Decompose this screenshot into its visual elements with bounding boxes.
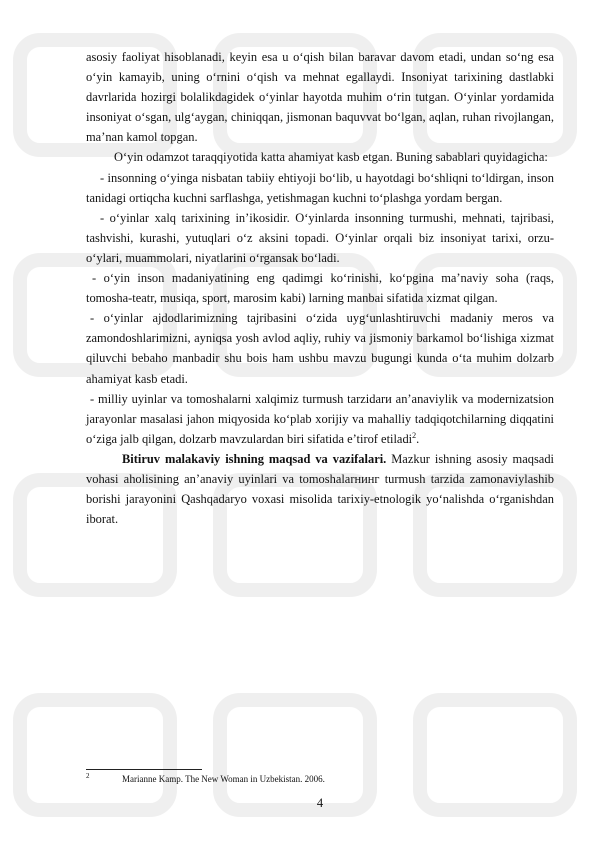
paragraph-8: [86, 449, 554, 529]
paragraph-7-end: .: [416, 431, 420, 446]
footnote-reference[interactable]: 2: [412, 430, 417, 440]
page-number: 4: [316, 796, 324, 810]
footnote-divider: [86, 769, 202, 770]
paragraph-7-text: - milliy uyinlar va tomoshalarni xalqimiz turmush tarzidarи an’anaviylik va modernizatsion jarayonlar masalasi jahon miqyosida ko‘plab xorijiy va mahalliy tadqiqotchilarning diqqatini o‘ziga jalb qilgan, dolzarb mavzulardan biri sifatida e’tirof etiladi: [86, 391, 554, 446]
paragraph-2: O‘yin odamzot taraqqiyotida katta ahamiyat kasb etgan. Buning sabablari quyidagicha:: [114, 150, 548, 165]
footnote-number: 2: [86, 772, 90, 780]
footnote-text: Marianne Kamp. The New Woman in Uzbekistan. 2006.: [122, 774, 325, 784]
section-heading: Bitiruv malakaviy ishning maqsad va vazifalari.: [122, 451, 387, 466]
paragraph-6: - o‘yinlar ajdodlarimizning tajribasini o‘zida uyg‘unlashtiruvchi madaniy meros va zamondoshlarimizni, ayniqsa yosh avlod aqliy, ruhiy va jismoniy barkamol bo‘lishiga xizmat qiluvchi bebaho manbadir shu bois ham ushbu mavzu bugungi kunda o‘ta muhim dolzarb ahamiyat kasb etadi.: [86, 311, 554, 386]
paragraph-4: - o‘yinlar xalq tarixining in’ikosidir. O‘yinlarda insonning turmushi, mehnati, tajribasi, tashvishi, kurashi, yutuqlari o‘z aksini topadi. O‘yinlar orqali biz insoniyat tarixi, orzu-o‘ylari, muammolari, niyatlarini o‘rgansak bo‘ladi.: [86, 210, 554, 265]
paragraph-5: - o‘yin inson madaniyatining eng qadimgi ko‘rinishi, ko‘pgina ma’naviy soha (raqs, tomosha-teatr, musiqa, sport, marosim kabi) larning manbai sifatida xizmat qilgan.: [86, 271, 554, 306]
body-text: [86, 47, 554, 529]
paragraph-7: [86, 389, 554, 449]
paragraph-8-text: Mazkur ishning asosiy maqsadi vohasi aholisining an’anaviy uyinlari va tomoshalarнинг turmush tarzida zamonaviylashib borishi jarayonini Qashqadaryo voxasi misolida tarixiy-etnologik yo‘nalishda o‘rganishdan iborat.: [86, 451, 554, 527]
paragraph-3: - insonning o‘yinga nisbatan tabiiy ehtiyoji bo‘lib, u hayotdagi bo‘shliqni to‘ldirgan, inson tanidagi ortiqcha kuchni sarflashga, yetishmagan kuchni to‘plashga yordam bergan.: [86, 170, 554, 205]
paragraph-1: asosiy faoliyat hisoblanadi, keyin esa u o‘qish bilan baravar davom etadi, undan so‘ng esa o‘yin kamayib, uning o‘rnini o‘qish va mehnat egallaydi. Insoniyat tarixining dastlabki davrlarida hozirgi bolalikdagidek o‘yinlar hayotda muhim o‘rin tutgan. O‘yinlar yordamida insoniyat o‘sgan, ulg‘aygan, chiniqqan, jismonan baquvvat bo‘lgan, aqlan, ruhan rivojlangan, ma’nan kamol topgan.: [86, 50, 554, 145]
